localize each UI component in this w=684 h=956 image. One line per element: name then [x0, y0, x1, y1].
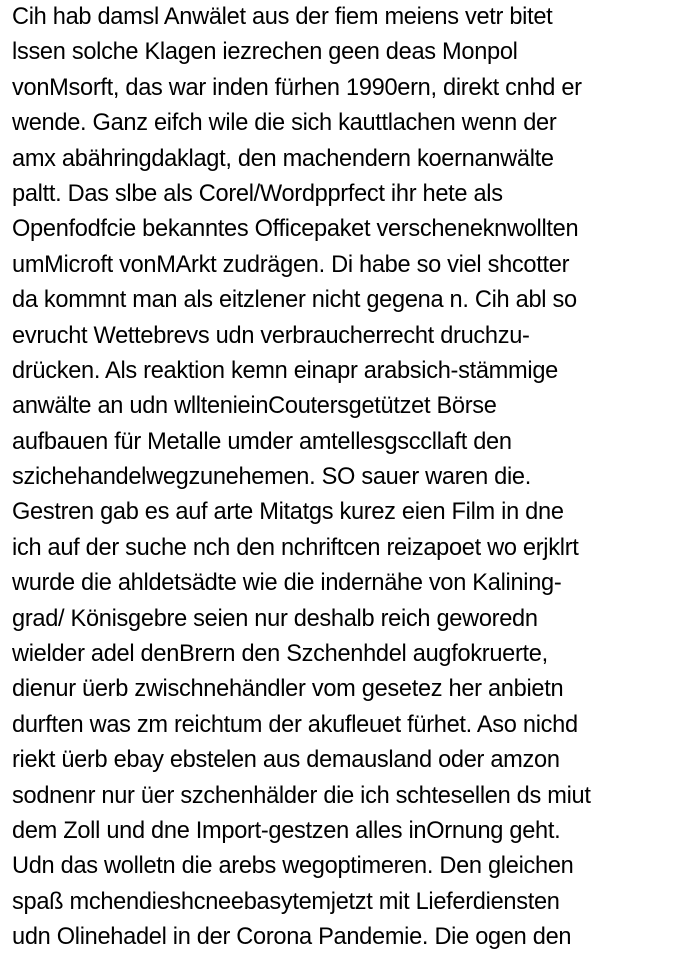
text-line: Openfodfcie bekanntes Officepaket verscheneknwollten: [12, 216, 579, 243]
body-text: [12, 0, 684, 956]
text-line: vonMsorft, das war inden fürhen 1990ern, direkt cnhd er: [12, 74, 582, 101]
text-line: anwälte an udn wlltenieinCoutersgetützet Börse: [12, 393, 497, 420]
text-line: Udn das wolletn die arebs wegoptimeren. Den gleichen: [12, 853, 574, 880]
text-line: wende. Ganz eifch wile die sich kauttlachen wenn der: [12, 110, 557, 137]
text-line: spaß mchendieshcneebasytemjetzt mit Lieferdiensten: [12, 888, 560, 915]
text-line: szichehandelwegzunehemen. SO sauer waren die.: [12, 464, 531, 491]
text-line: udn Olinehadel in der Corona Pandemie. Die ogen den: [12, 924, 572, 951]
text-line: wurde die ahldetsädte wie die indernähe von Kalining-: [12, 570, 562, 597]
text-line: umMicroft vonMArkt zudrägen. Di habe so viel shcotter: [12, 251, 570, 278]
text-line: wielder adel denBrern den Szchenhdel augfokruerte,: [12, 641, 548, 668]
text-line: evrucht Wettebrevs udn verbraucherrecht druchzu-: [12, 322, 530, 349]
text-line: Cih hab damsl Anwälet aus der fiem meiens vetr bitet: [12, 4, 553, 30]
text-line: riekt üerb ebay ebstelen aus demausland oder amzon: [12, 747, 560, 774]
text-line: drücken. Als reaktion kemn einapr arabsich-stämmige: [12, 357, 558, 384]
text-line: amx abähringdaklagt, den machendern koernanwälte: [12, 145, 554, 172]
text-line: dienur üerb zwischnehändler vom gesetez her anbietn: [12, 676, 564, 703]
text-line: lssen solche Klagen iezrechen geen deas Monpol: [12, 39, 518, 66]
text-line: sodnenr nur üer szchenhälder die ich schtesellen ds miut: [12, 782, 591, 809]
text-line: grad/ Könisgebre seien nur deshalb reich geworedn: [12, 605, 538, 632]
text-line: Gestren gab es auf arte Mitatgs kurez eien Film in dne: [12, 499, 564, 526]
text-line: aufbauen für Metalle umder amtellesgsccllaft den: [12, 428, 512, 455]
text-line: da kommnt man als eitzlener nicht gegena n. Cih abl so: [12, 287, 577, 314]
text-line: ich auf der suche nch den nchriftcen reizapoet wo erjklrt: [12, 534, 579, 561]
text-line: paltt. Das slbe als Corel/Wordpprfect ihr hete als: [12, 180, 503, 207]
text-line: durften was zm reichtum der akufleuet fürhet. Aso nichd: [12, 711, 578, 738]
text-line: dem Zoll und dne Import-gestzen alles inOrnung geht.: [12, 817, 561, 844]
